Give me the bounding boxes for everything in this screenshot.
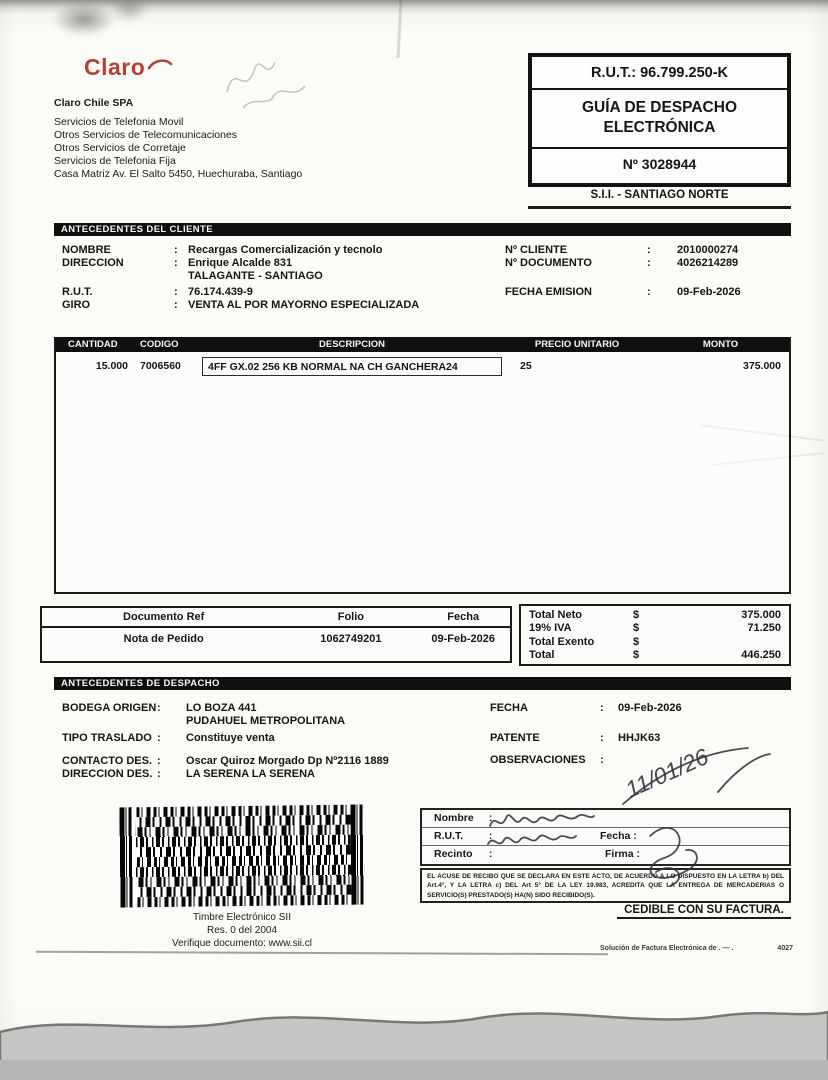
total-value: 71.250: [747, 622, 781, 635]
field-colon: :: [488, 830, 493, 842]
stamp-line-1: Timbre Electrónico SII: [193, 912, 291, 923]
reception-row-recinto: [422, 846, 789, 864]
field-label: R.U.T.: [62, 286, 93, 298]
dispatch-field-bodega-line2: PUDAHUEL METROPOLITANA: [186, 715, 346, 727]
field-value: VENTA AL POR MAYORNO ESPECIALIZADA: [188, 299, 420, 311]
total-row-exento: [529, 636, 781, 649]
dispatch-field-fecha: [490, 702, 682, 714]
total-label: Total: [529, 649, 555, 662]
item-cantidad: 15.000: [95, 360, 128, 372]
field-colon: :: [600, 732, 604, 744]
cedible-note: CEDIBLE CON SU FACTURA.: [617, 904, 791, 919]
item-precio-unitario: 25: [520, 360, 532, 372]
column-header-fecha: Fecha: [447, 611, 480, 623]
currency-symbol: $: [633, 635, 640, 648]
field-colon: :: [174, 244, 178, 256]
field-label: DIRECCION: [62, 257, 124, 269]
electronic-stamp-caption: [120, 911, 364, 950]
client-field-direccion: [62, 257, 292, 269]
field-value: LA SERENA LA SERENA: [186, 768, 315, 780]
field-label: PATENTE: [490, 732, 540, 744]
field-label: NOMBRE: [62, 244, 111, 256]
field-colon: :: [647, 286, 651, 298]
field-value: 09-Feb-2026: [618, 702, 682, 714]
item-descripcion: 4FF GX.02 256 KB NORMAL NA CH GANCHERA24: [202, 357, 502, 376]
field-label: TIPO TRASLADO: [62, 732, 152, 744]
stamp-line-2: Res. 0 del 2004: [206, 925, 278, 936]
field-colon: :: [647, 257, 651, 269]
reception-fecha-label: [600, 828, 637, 845]
dispatch-field-direccion-destino: [62, 768, 315, 780]
total-label: 19% IVA: [529, 622, 572, 635]
footer-note: [600, 945, 793, 952]
issuer-company-name: Claro Chile SPA: [54, 97, 134, 109]
field-value: Recargas Comercialización y tecnolo: [188, 244, 383, 256]
total-value: 446.250: [741, 649, 781, 662]
item-monto: 375.000: [743, 360, 781, 372]
dispatch-field-patente: [490, 732, 660, 744]
issuer-info: [54, 97, 302, 182]
column-header-documento-ref: Documento Ref: [123, 611, 205, 623]
legal-receipt-text: EL ACUSE DE RECIBO QUE SE DECLARA EN ESTE ACTO, DE ACUERDO A LO DISPUESTO EN LA LETRA b) DEL Art.4°, Y LA LETRA c) DEL Art 5° DE LA LEY 19.983, ACREDITA QUE LA ENTREGA DE MERCADERIAS O SERVICIO(S) PRESTADO(S) HA(N) SIDO RECIBIDO(S).: [420, 868, 791, 903]
currency-symbol: $: [633, 609, 640, 621]
field-value: 4026214289: [677, 257, 739, 269]
dispatch-field-observaciones: [490, 754, 618, 766]
reception-box: [420, 808, 791, 866]
field-colon: :: [636, 848, 641, 860]
column-header-codigo: CODIGO: [140, 339, 179, 350]
field-value: Oscar Quiroz Morgado Dp Nº2116 1889: [186, 755, 389, 767]
currency-symbol: $: [633, 622, 640, 635]
rut-box: [528, 53, 791, 187]
dispatch-field-contacto-destino: [62, 755, 389, 767]
client-field-giro: [62, 299, 419, 311]
total-value: 375.000: [741, 609, 781, 621]
reception-firma-label: [605, 846, 640, 863]
scan-smudge: [52, 2, 116, 36]
field-colon: :: [600, 754, 604, 766]
field-colon: :: [633, 830, 637, 842]
field-value: HHJK63: [618, 732, 661, 744]
scan-paper-edge-line: [36, 951, 608, 955]
document-type-title: GUÍA DE DESPACHO ELECTRÓNICA: [581, 99, 737, 137]
currency-symbol: $: [633, 649, 640, 662]
handwritten-date: 11/01/26: [621, 743, 713, 803]
field-value: Enrique Alcalde 831: [188, 257, 293, 269]
ink-flourish-top: [623, 748, 748, 804]
field-value: Constituye venta: [186, 732, 275, 744]
field-colon: :: [157, 768, 161, 780]
field-colon: :: [488, 848, 493, 860]
field-value: LO BOZA 441: [186, 702, 257, 714]
field-value: 2010000274: [677, 244, 739, 256]
dispatch-field-bodega-origen: [62, 702, 257, 714]
client-field-rut: [62, 286, 253, 298]
field-value: [614, 754, 618, 766]
field-label: Nombre: [434, 812, 474, 824]
claro-swoosh-icon: [147, 57, 173, 71]
field-colon: :: [174, 257, 178, 269]
field-label: Firma: [605, 848, 634, 860]
reception-row-rut: [422, 828, 789, 846]
issuer-service-line: Servicios de Telefonia Fija: [54, 155, 176, 168]
document-number: Nº 3028944: [622, 156, 697, 173]
field-colon: :: [157, 702, 161, 714]
reference-table-header: [42, 608, 510, 628]
totals-box: [519, 604, 791, 666]
total-label: Total Neto: [529, 609, 582, 621]
reception-row-nombre: [422, 810, 789, 828]
field-colon: :: [488, 812, 493, 824]
client-field-nombre: [62, 244, 382, 256]
field-label: Recinto: [434, 848, 473, 860]
footer-text: Solución de Factura Electrónica de . — .: [600, 945, 734, 952]
total-row-iva: [529, 622, 781, 635]
barcode-stop-pattern: [350, 805, 364, 905]
barcode-start-pattern: [119, 807, 136, 907]
issuer-rut: R.U.T.: 96.799.250-K: [590, 65, 728, 81]
client-field-direccion-line2: TALAGANTE - SANTIAGO: [188, 270, 323, 282]
field-label: Fecha: [600, 830, 631, 842]
column-header-folio: Folio: [337, 611, 365, 623]
field-colon: :: [174, 286, 178, 298]
column-header-monto: MONTO: [702, 339, 739, 350]
issuer-service-line: Otros Servicios de Corretaje: [54, 142, 186, 155]
sii-office: S.I.I. - SANTIAGO NORTE: [528, 189, 791, 209]
field-value: 09-Feb-2026: [677, 286, 741, 298]
field-value: 76.174.439-9: [188, 286, 253, 298]
sii-pdf417-barcode: [119, 805, 364, 908]
field-label: FECHA: [490, 702, 528, 714]
footer-code: 4027: [777, 945, 793, 952]
column-header-descripcion: DESCRIPCION: [319, 339, 385, 350]
field-colon: :: [157, 732, 161, 744]
field-label: OBSERVACIONES: [490, 754, 586, 766]
field-colon: :: [157, 755, 161, 767]
field-label: GIRO: [62, 299, 91, 311]
reference-documento: Nota de Pedido: [123, 633, 204, 645]
item-codigo: 7006560: [140, 360, 181, 372]
field-label: Nº CLIENTE: [505, 244, 568, 256]
scan-bottom-edge: [0, 998, 828, 1080]
dispatch-section-bar: ANTECEDENTES DE DESPACHO: [54, 677, 791, 690]
table-row: [42, 628, 510, 645]
field-label: FECHA EMISION: [505, 286, 592, 298]
issuer-service-line: Otros Servicios de Telecomunicaciones: [54, 129, 238, 142]
claro-logo-text: Claro: [84, 54, 146, 80]
field-label: DIRECCION DES.: [62, 768, 153, 780]
client-field-numero-documento: [505, 257, 738, 269]
field-label: BODEGA ORIGEN: [62, 702, 157, 714]
issuer-service-line: Servicios de Telefonia Movil: [54, 116, 184, 129]
ink-flourish-top-2: [718, 754, 770, 792]
total-row-neto: [529, 609, 781, 622]
item-descripcion-cell: [202, 357, 502, 376]
field-colon: :: [174, 299, 178, 311]
claro-logo: [84, 54, 173, 81]
total-row-total: [529, 649, 781, 662]
field-label: R.U.T.: [434, 830, 464, 842]
column-header-cantidad: CANTIDAD: [68, 339, 118, 350]
client-section-bar: ANTECEDENTES DEL CLIENTE: [54, 223, 791, 236]
reference-documents-table: [40, 606, 512, 663]
issuer-address-line: Casa Matriz Av. El Salto 5450, Huechuraba, Santiago: [54, 168, 303, 181]
stamp-line-3: Verifique documento: www.sii.cl: [171, 938, 313, 949]
client-field-numero-cliente: [505, 244, 738, 256]
items-table-header: [56, 337, 789, 352]
total-value: [689, 636, 781, 649]
column-header-precio-unitario: PRECIO UNITARIO: [534, 339, 620, 350]
reference-folio: 1062749201: [320, 633, 382, 645]
items-table: [54, 337, 791, 594]
client-field-fecha-emision: [505, 286, 741, 298]
dispatch-field-tipo-traslado: [62, 732, 275, 744]
field-colon: :: [647, 244, 651, 256]
field-label: Nº DOCUMENTO: [505, 257, 592, 269]
field-colon: :: [600, 702, 604, 714]
field-label: CONTACTO DES.: [62, 755, 153, 767]
reference-fecha: 09-Feb-2026: [431, 633, 495, 645]
barcode-row: [120, 895, 364, 908]
scan-smudge: [108, 0, 150, 22]
total-label: Total Exento: [529, 635, 595, 648]
table-row: [56, 352, 789, 376]
